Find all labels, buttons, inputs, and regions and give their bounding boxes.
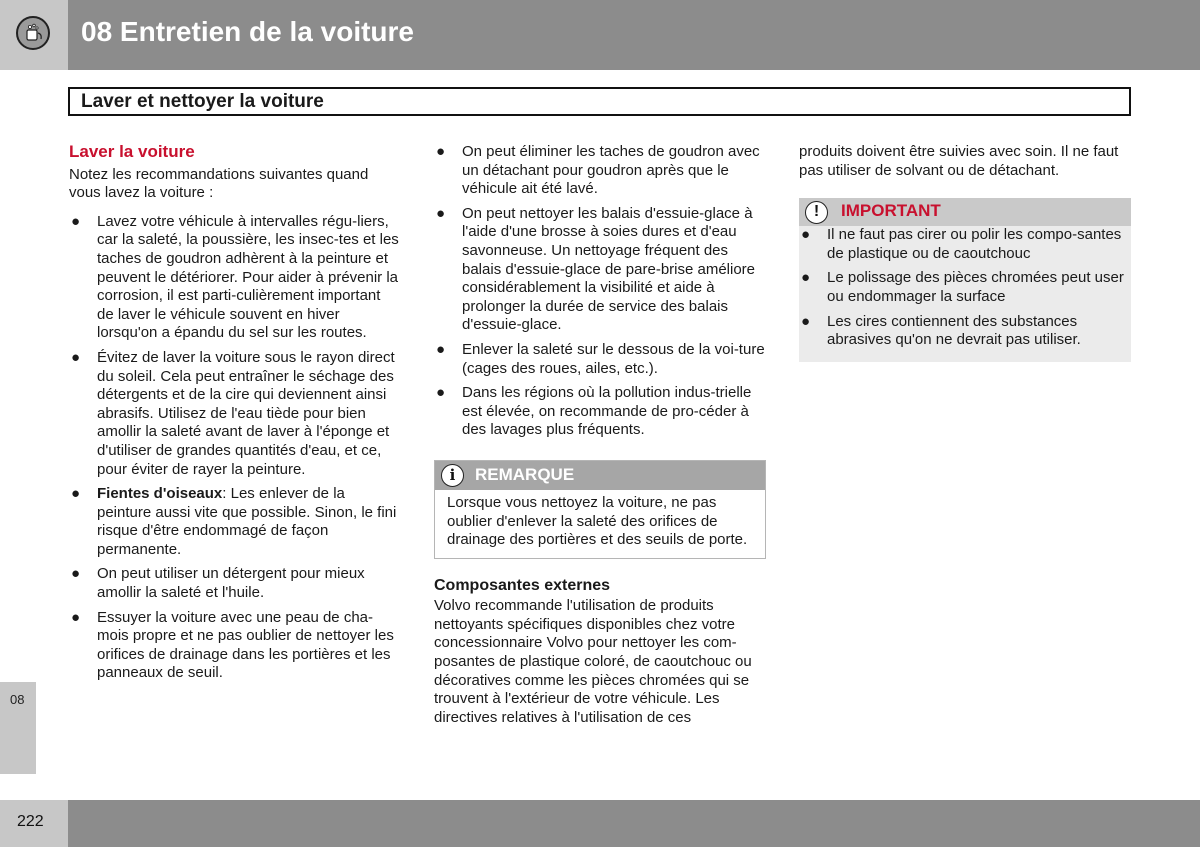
list-item: ● Évitez de laver la voiture sous le rayon direct du soleil. Cela peut entraîner le séchage des détergents et de la cire qui deviennent ainsi abrasifs. Utilisez de l'eau tiède pour bien amollir la saleté avant de laver à l'éponge et d'utiliser de grandes quantités d'eau, et ce, pour éviter de rayer la peinture. — [71, 348, 395, 478]
list-item: ● On peut éliminer les taches de goudron avec un détachant pour goudron après que le véhicule ait été lavé. — [436, 143, 760, 198]
bullet-icon: ● — [71, 485, 81, 503]
bullet-icon: ● — [801, 226, 811, 244]
section-title: Laver et nettoyer la voiture — [81, 91, 324, 112]
list-item: ● Essuyer la voiture avec une peau de cha-mois propre et ne pas oublier de nettoyer les orifices de drainage dans les portières et les panneaux de seuil. — [71, 608, 394, 682]
column-3 — [799, 143, 1131, 362]
warning-icon: ! — [805, 201, 828, 224]
note-box — [434, 460, 766, 559]
list-item: ● Le polissage des pièces chromées peut user ou endommager la surface — [801, 269, 1124, 305]
bullet-icon: ● — [71, 348, 81, 366]
list-item: ● Enlever la saleté sur le dessous de la voi-ture (cages des roues, ailes, etc.). — [436, 340, 765, 377]
chapter-tab-label: 08 — [10, 692, 25, 707]
list-item: ● Dans les régions où la pollution indus-trielle est élevée, on recommande de pro-céder à des lavages plus fréquents. — [436, 384, 752, 439]
bullet-icon: ● — [71, 565, 81, 583]
header-icon-box — [0, 0, 68, 70]
bullet-icon: ● — [801, 269, 811, 287]
continuation-text: produits doivent être suivies avec soin. Il ne faut pas utiliser de solvant ou de détachant. — [799, 143, 1119, 179]
chapter-title: 08 Entretien de la voiture — [81, 16, 414, 47]
important-list — [799, 226, 1131, 350]
column-2 — [434, 143, 766, 727]
bullet-icon: ● — [436, 143, 446, 160]
bullet-icon: ● — [436, 204, 446, 222]
list-item: ● Lavez votre véhicule à intervalles régu-liers, car la saleté, la poussière, les insec-tes et les taches de goudron adhèrent à la peinture et peuvent le détériorer. Pour aider à prévenir la corrosion, il est parti-culièrement important de laver le véhicule souvent en hiver lorsqu'on a épandu du sel sur les routes. — [71, 212, 399, 342]
important-box — [799, 198, 1131, 362]
column-1 — [69, 143, 399, 689]
bullet-icon: ● — [436, 384, 446, 402]
footer-bar — [68, 800, 1200, 847]
bullet-icon: ● — [436, 340, 446, 358]
section-title-box — [68, 87, 1131, 116]
info-icon: i — [441, 464, 464, 487]
bullet-icon: ● — [71, 608, 81, 626]
paragraph-external-parts: Volvo recommande l'utilisation de produits nettoyants spécifiques disponibles chez votre concessionnaire Volvo pour nettoyer les com-posantes de plastique coloré, de caoutchouc ou décoratives comme les pièces chromées qui se trouvent à l'extérieur de votre véhicule. Les directives relatives à l'utilisation de ces — [434, 597, 752, 726]
subheading-composantes-externes: Composantes externes — [434, 576, 611, 594]
list-item: ● Il ne faut pas cirer ou polir les compo-santes de plastique ou de caoutchouc — [801, 226, 1122, 262]
page-number: 222 — [17, 813, 44, 830]
list-item: ● On peut nettoyer les balais d'essuie-glace à l'aide d'une brosse à soies dures et d'eau savonneuse. Un nettoyage fréquent des balais d'essuie-glace de pare-brise améliore considérablement la visibilité et aide à prolonger la durée de service des balais d'essuie-glace. — [436, 204, 756, 334]
chapter-side-tab — [0, 682, 36, 774]
bird-droppings-label: Fientes d'oiseaux — [97, 485, 223, 503]
list-item: ● Fientes d'oiseaux: Les enlever de la peinture aussi vite que possible. Sinon, le fini risque d'être endommagé de façon permanente. — [71, 485, 397, 558]
bullet-icon: ● — [71, 212, 81, 230]
subtitle-laver-la-voiture: Laver la voiture — [69, 142, 195, 161]
cleaning-tips-list — [434, 143, 766, 440]
intro-text: Notez les recommandations suivantes quand vous lavez la voiture : — [69, 165, 369, 202]
note-text: Lorsque vous nettoyez la voiture, ne pas oublier d'enlever la saleté des orifices de drainage des portières et des seuils de porte. — [447, 493, 748, 549]
list-item: ● Les cires contiennent des substances abrasives qu'on ne devrait pas utiliser. — [801, 312, 1081, 349]
wash-recommendations-list — [69, 213, 399, 683]
note-title: REMARQUE — [475, 464, 575, 484]
car-wash-icon — [16, 16, 50, 50]
note-header — [435, 461, 765, 490]
list-item: ● On peut utiliser un détergent pour mieux amollir la saleté et l'huile. — [71, 565, 365, 602]
bullet-icon: ● — [801, 312, 811, 330]
important-header — [799, 198, 1131, 226]
important-title: IMPORTANT — [841, 201, 941, 221]
